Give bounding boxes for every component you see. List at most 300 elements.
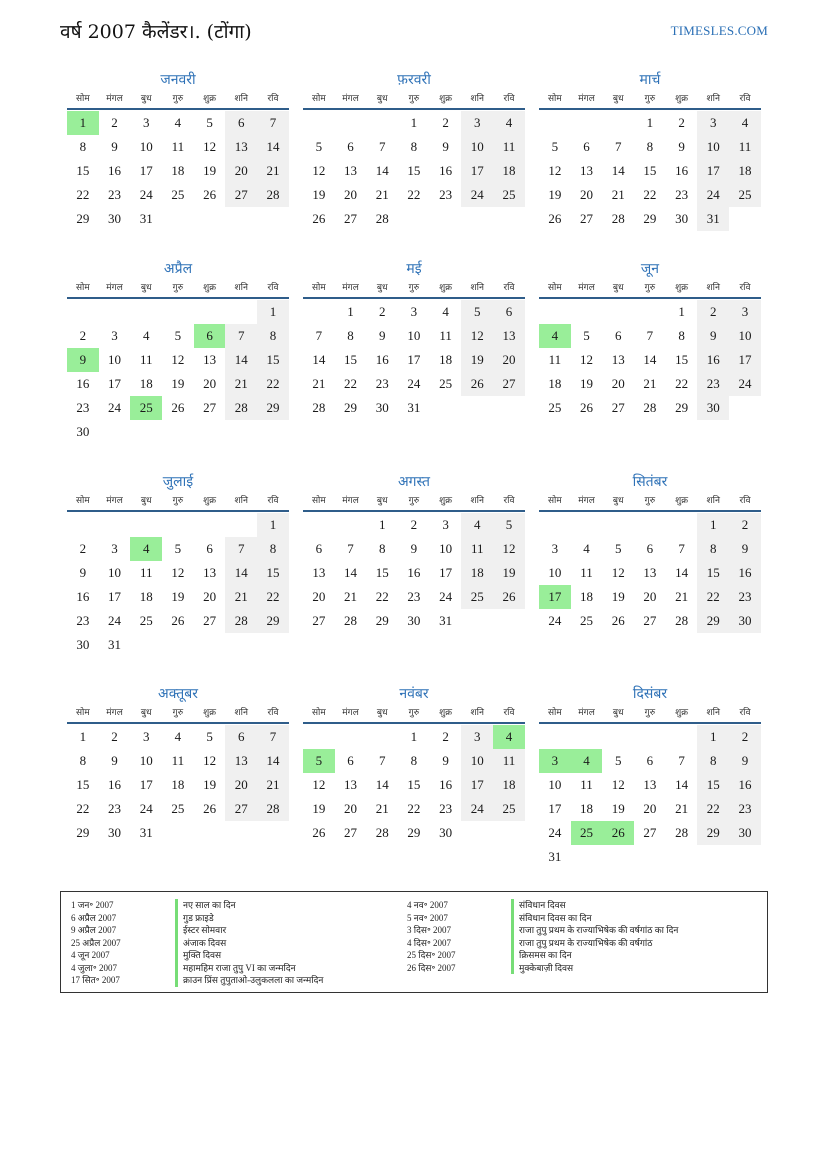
day-cell[interactable]: 22 xyxy=(697,797,729,821)
day-cell[interactable]: 7 xyxy=(678,541,685,556)
day-cell[interactable]: 28 xyxy=(257,183,289,207)
day-cell[interactable]: 9 xyxy=(378,328,386,343)
day-cell[interactable]: 12 xyxy=(548,163,562,178)
day-cell[interactable]: 9 xyxy=(729,537,761,561)
day-cell[interactable]: 25 xyxy=(571,821,603,845)
day-cell[interactable]: 7 xyxy=(678,753,685,768)
day-cell[interactable]: 25 xyxy=(171,187,185,202)
day-cell[interactable]: 3 xyxy=(461,111,493,135)
day-cell[interactable]: 2 xyxy=(111,115,118,130)
day-cell[interactable]: 21 xyxy=(344,589,358,604)
day-cell[interactable]: 7 xyxy=(378,753,386,768)
day-cell[interactable]: 28 xyxy=(375,825,389,840)
day-cell[interactable]: 18 xyxy=(580,589,594,604)
day-cell[interactable]: 24 xyxy=(461,183,493,207)
day-cell[interactable]: 5 xyxy=(461,300,493,324)
day-cell[interactable]: 21 xyxy=(257,159,289,183)
day-cell[interactable]: 15 xyxy=(76,777,90,792)
day-cell[interactable]: 23 xyxy=(729,797,761,821)
day-cell[interactable]: 8 xyxy=(646,139,654,154)
day-cell[interactable]: 4 xyxy=(539,324,571,348)
day-cell[interactable]: 4 xyxy=(583,541,590,556)
day-cell[interactable]: 22 xyxy=(344,376,358,391)
day-cell[interactable]: 22 xyxy=(375,589,389,604)
day-cell[interactable]: 23 xyxy=(108,801,122,816)
day-cell[interactable]: 23 xyxy=(76,613,90,628)
day-cell[interactable]: 2 xyxy=(442,115,449,130)
day-cell[interactable]: 17 xyxy=(108,376,122,391)
day-cell[interactable]: 26 xyxy=(312,825,326,840)
day-cell[interactable]: 4 xyxy=(442,304,449,319)
day-cell[interactable]: 30 xyxy=(76,637,90,652)
day-cell[interactable]: 14 xyxy=(257,749,289,773)
day-cell[interactable]: 24 xyxy=(697,183,729,207)
day-cell[interactable]: 3 xyxy=(111,328,118,343)
day-cell[interactable]: 7 xyxy=(257,725,289,749)
day-cell[interactable]: 21 xyxy=(225,372,257,396)
day-cell[interactable]: 28 xyxy=(611,211,625,226)
day-cell[interactable]: 26 xyxy=(493,585,525,609)
day-cell[interactable]: 9 xyxy=(111,753,118,768)
day-cell[interactable]: 21 xyxy=(675,589,689,604)
day-cell[interactable]: 7 xyxy=(347,541,354,556)
day-cell[interactable]: 27 xyxy=(611,400,625,415)
day-cell[interactable]: 20 xyxy=(225,159,257,183)
day-cell[interactable]: 2 xyxy=(697,300,729,324)
day-cell[interactable]: 5 xyxy=(303,749,335,773)
day-cell[interactable]: 16 xyxy=(407,565,421,580)
day-cell[interactable]: 22 xyxy=(76,187,90,202)
day-cell[interactable]: 17 xyxy=(407,352,421,367)
day-cell[interactable]: 30 xyxy=(407,613,421,628)
day-cell[interactable]: 7 xyxy=(315,328,323,343)
day-cell[interactable]: 12 xyxy=(171,565,185,580)
day-cell[interactable]: 13 xyxy=(203,352,217,367)
day-cell[interactable]: 11 xyxy=(493,135,525,159)
day-cell[interactable]: 22 xyxy=(643,187,657,202)
day-cell[interactable]: 9 xyxy=(442,753,449,768)
day-cell[interactable]: 14 xyxy=(225,348,257,372)
day-cell[interactable]: 14 xyxy=(375,163,389,178)
day-cell[interactable]: 9 xyxy=(442,139,449,154)
day-cell[interactable]: 19 xyxy=(312,801,326,816)
day-cell[interactable]: 18 xyxy=(139,376,153,391)
day-cell[interactable]: 8 xyxy=(257,537,289,561)
day-cell[interactable]: 25 xyxy=(139,613,153,628)
day-cell[interactable]: 22 xyxy=(76,801,90,816)
day-cell[interactable]: 20 xyxy=(344,801,358,816)
day-cell[interactable]: 19 xyxy=(580,376,594,391)
day-cell[interactable]: 4 xyxy=(130,537,162,561)
day-cell[interactable]: 24 xyxy=(439,589,453,604)
day-cell[interactable]: 26 xyxy=(461,372,493,396)
day-cell[interactable]: 5 xyxy=(174,541,182,556)
day-cell[interactable]: 30 xyxy=(108,825,122,840)
day-cell[interactable]: 10 xyxy=(461,749,493,773)
day-cell[interactable]: 3 xyxy=(410,304,418,319)
day-cell[interactable]: 7 xyxy=(257,111,289,135)
day-cell[interactable]: 9 xyxy=(111,139,118,154)
day-cell[interactable]: 19 xyxy=(611,801,625,816)
day-cell[interactable]: 23 xyxy=(108,187,122,202)
day-cell[interactable]: 22 xyxy=(257,372,289,396)
day-cell[interactable]: 23 xyxy=(407,589,421,604)
day-cell[interactable]: 18 xyxy=(493,773,525,797)
day-cell[interactable]: 8 xyxy=(79,139,87,154)
day-cell[interactable]: 6 xyxy=(194,324,226,348)
day-cell[interactable]: 18 xyxy=(493,159,525,183)
day-cell[interactable]: 15 xyxy=(257,561,289,585)
day-cell[interactable]: 15 xyxy=(375,565,389,580)
day-cell[interactable]: 25 xyxy=(439,376,453,391)
day-cell[interactable]: 15 xyxy=(697,561,729,585)
day-cell[interactable]: 17 xyxy=(729,348,761,372)
day-cell[interactable]: 21 xyxy=(225,585,257,609)
day-cell[interactable]: 3 xyxy=(551,541,559,556)
day-cell[interactable]: 27 xyxy=(643,613,657,628)
day-cell[interactable]: 17 xyxy=(139,777,153,792)
day-cell[interactable]: 20 xyxy=(580,187,594,202)
day-cell[interactable]: 23 xyxy=(697,372,729,396)
day-cell[interactable]: 6 xyxy=(347,753,354,768)
day-cell[interactable]: 20 xyxy=(344,187,358,202)
day-cell[interactable]: 11 xyxy=(439,328,452,343)
day-cell[interactable]: 24 xyxy=(108,613,122,628)
day-cell[interactable]: 26 xyxy=(602,821,634,845)
day-cell[interactable]: 17 xyxy=(461,773,493,797)
day-cell[interactable]: 6 xyxy=(646,753,654,768)
day-cell[interactable]: 10 xyxy=(139,139,153,154)
day-cell[interactable]: 27 xyxy=(493,372,525,396)
day-cell[interactable]: 7 xyxy=(614,139,622,154)
day-cell[interactable]: 28 xyxy=(312,400,326,415)
day-cell[interactable]: 1 xyxy=(257,300,289,324)
day-cell[interactable]: 8 xyxy=(697,749,729,773)
day-cell[interactable]: 29 xyxy=(407,825,421,840)
day-cell[interactable]: 21 xyxy=(643,376,657,391)
day-cell[interactable]: 2 xyxy=(729,513,761,537)
day-cell[interactable]: 16 xyxy=(375,352,389,367)
day-cell[interactable]: 19 xyxy=(203,163,217,178)
day-cell[interactable]: 15 xyxy=(344,352,358,367)
day-cell[interactable]: 25 xyxy=(580,613,594,628)
day-cell[interactable]: 19 xyxy=(171,589,185,604)
day-cell[interactable]: 21 xyxy=(675,801,689,816)
day-cell[interactable]: 29 xyxy=(697,821,729,845)
day-cell[interactable]: 3 xyxy=(697,111,729,135)
day-cell[interactable]: 1 xyxy=(697,513,729,537)
day-cell[interactable]: 28 xyxy=(225,609,257,633)
day-cell[interactable]: 8 xyxy=(347,328,354,343)
day-cell[interactable]: 22 xyxy=(407,187,421,202)
day-cell[interactable]: 17 xyxy=(548,801,562,816)
day-cell[interactable]: 29 xyxy=(257,609,289,633)
day-cell[interactable]: 6 xyxy=(347,139,354,154)
day-cell[interactable]: 14 xyxy=(257,135,289,159)
day-cell[interactable]: 12 xyxy=(203,753,217,768)
day-cell[interactable]: 11 xyxy=(461,537,493,561)
day-cell[interactable]: 13 xyxy=(344,163,358,178)
day-cell[interactable]: 15 xyxy=(675,352,689,367)
day-cell[interactable]: 29 xyxy=(697,609,729,633)
day-cell[interactable]: 3 xyxy=(142,729,150,744)
day-cell[interactable]: 14 xyxy=(643,352,657,367)
day-cell[interactable]: 12 xyxy=(203,139,217,154)
day-cell[interactable]: 24 xyxy=(407,376,421,391)
day-cell[interactable]: 4 xyxy=(493,111,525,135)
day-cell[interactable]: 22 xyxy=(675,376,689,391)
day-cell[interactable]: 5 xyxy=(583,328,590,343)
day-cell[interactable]: 1 xyxy=(410,115,418,130)
day-cell[interactable]: 11 xyxy=(729,135,761,159)
day-cell[interactable]: 11 xyxy=(139,352,153,367)
day-cell[interactable]: 8 xyxy=(378,541,386,556)
day-cell[interactable]: 17 xyxy=(139,163,153,178)
day-cell[interactable]: 24 xyxy=(139,187,153,202)
day-cell[interactable]: 13 xyxy=(225,135,257,159)
day-cell[interactable]: 11 xyxy=(171,753,185,768)
day-cell[interactable]: 9 xyxy=(79,565,87,580)
day-cell[interactable]: 18 xyxy=(580,801,594,816)
day-cell[interactable]: 20 xyxy=(643,801,657,816)
day-cell[interactable]: 29 xyxy=(375,613,389,628)
day-cell[interactable]: 17 xyxy=(697,159,729,183)
day-cell[interactable]: 5 xyxy=(206,729,213,744)
day-cell[interactable]: 19 xyxy=(493,561,525,585)
day-cell[interactable]: 13 xyxy=(203,565,217,580)
day-cell[interactable]: 27 xyxy=(643,825,657,840)
day-cell[interactable]: 2 xyxy=(79,541,87,556)
day-cell[interactable]: 29 xyxy=(76,211,90,226)
day-cell[interactable]: 12 xyxy=(580,352,594,367)
day-cell[interactable]: 5 xyxy=(551,139,559,154)
day-cell[interactable]: 23 xyxy=(439,187,453,202)
day-cell[interactable]: 23 xyxy=(439,801,453,816)
day-cell[interactable]: 4 xyxy=(571,749,603,773)
day-cell[interactable]: 29 xyxy=(257,396,289,420)
day-cell[interactable]: 6 xyxy=(614,328,622,343)
day-cell[interactable]: 1 xyxy=(67,111,99,135)
day-cell[interactable]: 19 xyxy=(548,187,562,202)
day-cell[interactable]: 31 xyxy=(697,207,729,231)
day-cell[interactable]: 18 xyxy=(171,777,185,792)
day-cell[interactable]: 13 xyxy=(643,565,657,580)
day-cell[interactable]: 6 xyxy=(583,139,590,154)
day-cell[interactable]: 21 xyxy=(312,376,326,391)
day-cell[interactable]: 6 xyxy=(225,725,257,749)
day-cell[interactable]: 24 xyxy=(548,613,562,628)
day-cell[interactable]: 25 xyxy=(130,396,162,420)
day-cell[interactable]: 2 xyxy=(729,725,761,749)
day-cell[interactable]: 19 xyxy=(203,777,217,792)
day-cell[interactable]: 28 xyxy=(643,400,657,415)
day-cell[interactable]: 8 xyxy=(410,753,418,768)
day-cell[interactable]: 2 xyxy=(378,304,386,319)
day-cell[interactable]: 30 xyxy=(76,424,90,439)
day-cell[interactable]: 16 xyxy=(675,163,689,178)
day-cell[interactable]: 4 xyxy=(493,725,525,749)
day-cell[interactable]: 26 xyxy=(171,613,185,628)
day-cell[interactable]: 12 xyxy=(493,537,525,561)
day-cell[interactable]: 12 xyxy=(611,565,625,580)
day-cell[interactable]: 21 xyxy=(375,187,389,202)
day-cell[interactable]: 10 xyxy=(729,324,761,348)
day-cell[interactable]: 26 xyxy=(171,400,185,415)
day-cell[interactable]: 25 xyxy=(493,797,525,821)
day-cell[interactable]: 18 xyxy=(461,561,493,585)
day-cell[interactable]: 16 xyxy=(108,777,122,792)
day-cell[interactable]: 25 xyxy=(548,400,562,415)
day-cell[interactable]: 18 xyxy=(439,352,453,367)
day-cell[interactable]: 14 xyxy=(225,561,257,585)
day-cell[interactable]: 26 xyxy=(580,400,594,415)
day-cell[interactable]: 1 xyxy=(410,729,418,744)
day-cell[interactable]: 6 xyxy=(225,111,257,135)
day-cell[interactable]: 26 xyxy=(312,211,326,226)
day-cell[interactable]: 17 xyxy=(108,589,122,604)
day-cell[interactable]: 9 xyxy=(678,139,685,154)
day-cell[interactable]: 20 xyxy=(643,589,657,604)
day-cell[interactable]: 3 xyxy=(461,725,493,749)
day-cell[interactable]: 1 xyxy=(347,304,354,319)
day-cell[interactable]: 5 xyxy=(174,328,182,343)
day-cell[interactable]: 2 xyxy=(111,729,118,744)
day-cell[interactable]: 11 xyxy=(580,777,593,792)
day-cell[interactable]: 1 xyxy=(79,729,87,744)
day-cell[interactable]: 9 xyxy=(729,749,761,773)
day-cell[interactable]: 6 xyxy=(206,541,213,556)
day-cell[interactable]: 15 xyxy=(697,773,729,797)
day-cell[interactable]: 27 xyxy=(225,797,257,821)
day-cell[interactable]: 30 xyxy=(729,821,761,845)
day-cell[interactable]: 16 xyxy=(729,561,761,585)
day-cell[interactable]: 10 xyxy=(139,753,153,768)
day-cell[interactable]: 13 xyxy=(580,163,594,178)
day-cell[interactable]: 28 xyxy=(344,613,358,628)
day-cell[interactable]: 19 xyxy=(312,187,326,202)
day-cell[interactable]: 1 xyxy=(646,115,654,130)
day-cell[interactable]: 21 xyxy=(375,801,389,816)
day-cell[interactable]: 20 xyxy=(203,376,217,391)
day-cell[interactable]: 13 xyxy=(643,777,657,792)
day-cell[interactable]: 24 xyxy=(139,801,153,816)
day-cell[interactable]: 31 xyxy=(139,211,153,226)
day-cell[interactable]: 2 xyxy=(678,115,685,130)
day-cell[interactable]: 22 xyxy=(697,585,729,609)
day-cell[interactable]: 3 xyxy=(442,517,449,532)
day-cell[interactable]: 16 xyxy=(439,777,453,792)
day-cell[interactable]: 21 xyxy=(611,187,625,202)
day-cell[interactable]: 25 xyxy=(729,183,761,207)
day-cell[interactable]: 19 xyxy=(171,376,185,391)
day-cell[interactable]: 1 xyxy=(697,725,729,749)
day-cell[interactable]: 8 xyxy=(410,139,418,154)
day-cell[interactable]: 11 xyxy=(548,352,562,367)
day-cell[interactable]: 8 xyxy=(79,753,87,768)
day-cell[interactable]: 17 xyxy=(439,565,453,580)
day-cell[interactable]: 20 xyxy=(312,589,326,604)
day-cell[interactable]: 29 xyxy=(675,400,689,415)
day-cell[interactable]: 23 xyxy=(76,400,90,415)
day-cell[interactable]: 16 xyxy=(729,773,761,797)
day-cell[interactable]: 28 xyxy=(675,825,689,840)
day-cell[interactable]: 4 xyxy=(729,111,761,135)
day-cell[interactable]: 31 xyxy=(548,849,562,864)
day-cell[interactable]: 6 xyxy=(493,300,525,324)
day-cell[interactable]: 29 xyxy=(76,825,90,840)
day-cell[interactable]: 12 xyxy=(312,163,326,178)
day-cell[interactable]: 27 xyxy=(203,613,217,628)
day-cell[interactable]: 5 xyxy=(614,753,622,768)
day-cell[interactable]: 14 xyxy=(675,565,689,580)
day-cell[interactable]: 11 xyxy=(139,565,153,580)
day-cell[interactable]: 7 xyxy=(225,537,257,561)
day-cell[interactable]: 27 xyxy=(203,400,217,415)
day-cell[interactable]: 10 xyxy=(548,777,562,792)
day-cell[interactable]: 31 xyxy=(407,400,421,415)
day-cell[interactable]: 9 xyxy=(697,324,729,348)
day-cell[interactable]: 16 xyxy=(76,376,90,391)
day-cell[interactable]: 19 xyxy=(611,589,625,604)
day-cell[interactable]: 8 xyxy=(257,324,289,348)
day-cell[interactable]: 7 xyxy=(225,324,257,348)
day-cell[interactable]: 14 xyxy=(611,163,625,178)
day-cell[interactable]: 7 xyxy=(378,139,386,154)
day-cell[interactable]: 1 xyxy=(257,513,289,537)
day-cell[interactable]: 27 xyxy=(344,825,358,840)
day-cell[interactable]: 17 xyxy=(539,585,571,609)
day-cell[interactable]: 3 xyxy=(142,115,150,130)
day-cell[interactable]: 9 xyxy=(67,348,99,372)
day-cell[interactable]: 14 xyxy=(675,777,689,792)
day-cell[interactable]: 12 xyxy=(312,777,326,792)
day-cell[interactable]: 18 xyxy=(171,163,185,178)
day-cell[interactable]: 27 xyxy=(344,211,358,226)
day-cell[interactable]: 10 xyxy=(407,328,421,343)
day-cell[interactable]: 17 xyxy=(461,159,493,183)
day-cell[interactable]: 25 xyxy=(493,183,525,207)
day-cell[interactable]: 20 xyxy=(611,376,625,391)
day-cell[interactable]: 1 xyxy=(678,304,685,319)
day-cell[interactable]: 20 xyxy=(203,589,217,604)
day-cell[interactable]: 31 xyxy=(439,613,453,628)
day-cell[interactable]: 28 xyxy=(675,613,689,628)
day-cell[interactable]: 13 xyxy=(312,565,326,580)
day-cell[interactable]: 14 xyxy=(344,565,358,580)
day-cell[interactable]: 12 xyxy=(461,324,493,348)
day-cell[interactable]: 31 xyxy=(139,825,153,840)
day-cell[interactable]: 20 xyxy=(225,773,257,797)
day-cell[interactable]: 24 xyxy=(461,797,493,821)
day-cell[interactable]: 15 xyxy=(407,777,421,792)
day-cell[interactable]: 7 xyxy=(646,328,654,343)
day-cell[interactable]: 3 xyxy=(111,541,118,556)
day-cell[interactable]: 5 xyxy=(493,513,525,537)
day-cell[interactable]: 19 xyxy=(461,348,493,372)
day-cell[interactable]: 8 xyxy=(697,537,729,561)
day-cell[interactable]: 5 xyxy=(206,115,213,130)
day-cell[interactable]: 18 xyxy=(139,589,153,604)
day-cell[interactable]: 30 xyxy=(697,396,729,420)
day-cell[interactable]: 11 xyxy=(580,565,593,580)
day-cell[interactable]: 9 xyxy=(410,541,418,556)
day-cell[interactable]: 10 xyxy=(108,352,122,367)
day-cell[interactable]: 3 xyxy=(729,300,761,324)
day-cell[interactable]: 5 xyxy=(315,139,323,154)
day-cell[interactable]: 6 xyxy=(315,541,323,556)
day-cell[interactable]: 23 xyxy=(675,187,689,202)
day-cell[interactable]: 13 xyxy=(344,777,358,792)
